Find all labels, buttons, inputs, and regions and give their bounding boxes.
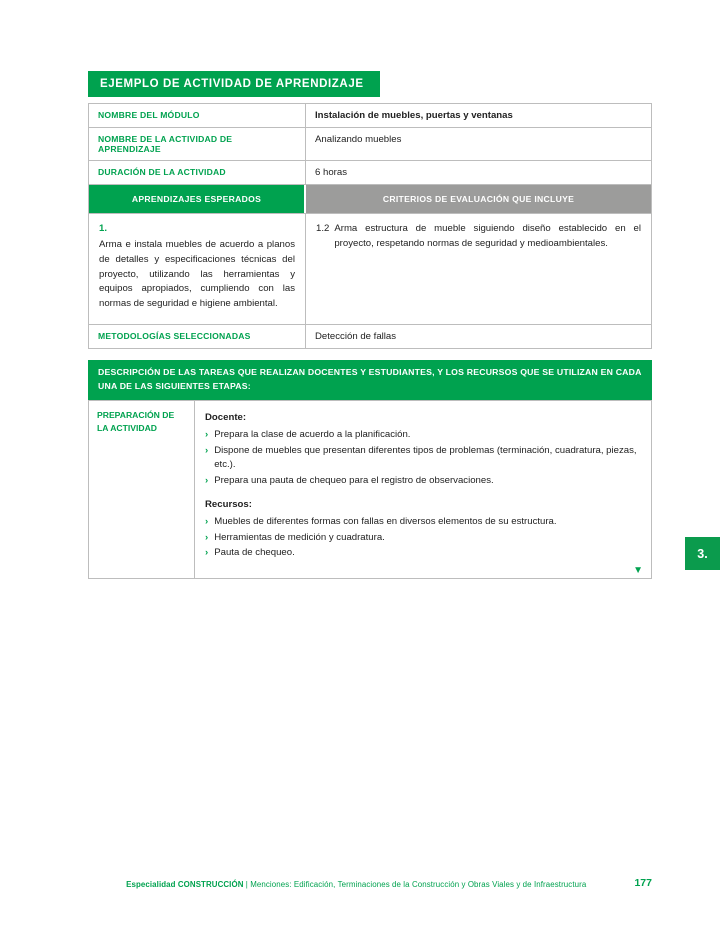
bullet-icon: › — [205, 444, 209, 456]
bullet-icon: › — [205, 474, 209, 486]
evaluation-criteria-header: CRITERIOS DE EVALUACIÓN QUE INCLUYE — [306, 185, 651, 213]
learning-objective-text: Arma e instala muebles de acuerdo a planos de detalles y especificaciones técnicas del proyecto, utilizando las herramientas y equipos apropiados, cumpliendo con las normas de seguridad e higiene ambiental. — [99, 238, 295, 310]
bullet-icon: › — [205, 429, 209, 441]
list-item — [205, 546, 637, 560]
learning-header-row — [89, 184, 651, 213]
page-footer — [88, 877, 652, 889]
list-item — [205, 531, 637, 545]
module-name-label: NOMBRE DEL MÓDULO — [89, 104, 306, 127]
duration-label: DURACIÓN DE LA ACTIVIDAD — [89, 161, 306, 184]
list-item — [205, 444, 637, 473]
bullet-icon: › — [205, 531, 209, 543]
methodology-value: Detección de fallas — [315, 331, 397, 343]
activity-name-label: NOMBRE DE LA ACTIVIDAD DE APRENDIZAJE — [89, 128, 306, 160]
docente-item-text: Prepara una pauta de chequeo para el registro de observaciones. — [214, 474, 494, 486]
learning-objective-number: 1. — [99, 223, 108, 234]
continuation-arrow-icon: ▼ — [633, 564, 643, 576]
learning-content-row — [89, 213, 651, 324]
module-name-value: Instalación de muebles, puertas y ventanas — [315, 110, 513, 121]
list-item — [205, 515, 637, 529]
activity-title-bar — [88, 71, 380, 97]
recursos-item-text: Herramientas de medición y cuadratura. — [214, 531, 385, 543]
table-row — [89, 160, 651, 184]
tasks-description-banner: DESCRIPCIÓN DE LAS TAREAS QUE REALIZAN DOCENTES Y ESTUDIANTES, Y LOS RECURSOS QUE SE UTILIZAN EN CADA UNA DE LAS SIGUIENTES ETAPAS: — [88, 360, 652, 400]
preparation-stage-label: PREPARACIÓN DE LA ACTIVIDAD — [89, 401, 195, 578]
bullet-icon: › — [205, 516, 209, 528]
section-tab: 3. — [685, 537, 720, 570]
table-row — [89, 127, 651, 160]
activity-info-table — [88, 103, 652, 349]
recursos-item-text: Pauta de chequeo. — [214, 547, 295, 559]
evaluation-criteria-cell — [306, 214, 651, 324]
preparation-table — [88, 400, 652, 579]
footer-mentions: Menciones: Edificación, Terminaciones de la Construcción y Obras Viales y de Infraestructura — [250, 880, 587, 889]
activity-name-value: Analizando muebles — [315, 134, 402, 145]
activity-title: EJEMPLO DE ACTIVIDAD DE APRENDIZAJE — [100, 78, 364, 90]
page-number: 177 — [634, 877, 652, 889]
recursos-item-text: Muebles de diferentes formas con fallas en diversos elementos de su estructura. — [214, 516, 557, 528]
criteria-text: Arma estructura de mueble siguiendo diseño establecido en el proyecto, respetando normas de seguridad y medioambientales. — [334, 223, 641, 249]
list-item — [205, 474, 637, 488]
table-row — [89, 104, 651, 127]
bullet-icon: › — [205, 547, 209, 559]
docente-item-text: Prepara la clase de acuerdo a la planificación. — [214, 429, 411, 441]
table-row — [89, 324, 651, 348]
list-item — [205, 428, 637, 442]
docente-item-text: Dispone de muebles que presentan diferentes tipos de problemas (terminación, cuadratura, piezas, etc.). — [214, 444, 637, 471]
recursos-title: Recursos: — [205, 498, 252, 510]
expected-learning-header: APRENDIZAJES ESPERADOS — [89, 185, 306, 213]
docente-title: Docente: — [205, 412, 247, 423]
learning-activity-block — [88, 71, 652, 579]
criteria-item — [316, 222, 641, 252]
methodology-label: METODOLOGÍAS SELECCIONADAS — [89, 325, 306, 348]
preparation-content-cell — [195, 401, 651, 578]
criteria-number: 1.2 — [316, 223, 330, 234]
footer-separator: | — [243, 880, 251, 889]
preparation-row — [89, 401, 651, 578]
footer-text — [88, 880, 624, 889]
expected-learning-cell — [89, 214, 306, 324]
footer-specialty: Especialidad CONSTRUCCIÓN — [126, 880, 244, 889]
duration-value: 6 horas — [315, 167, 347, 178]
